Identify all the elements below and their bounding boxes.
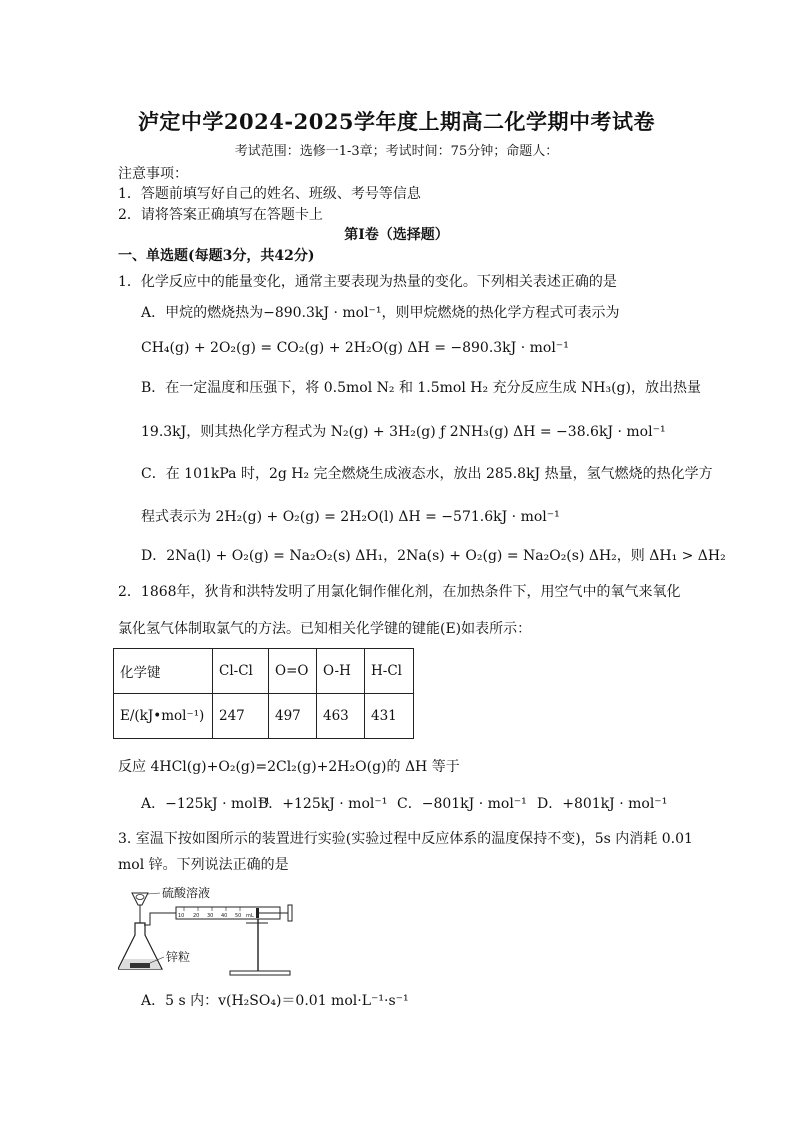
table-cell: 247 [213,694,269,739]
table-cell: 463 [317,694,365,739]
section-title: 第Ⅰ卷（选择题） [344,227,449,243]
label-zinc: 锌粒 [166,950,191,964]
q3-stem: 3. 室温下按如图所示的装置进行实验(实验过程中反应体系的温度保持不变)，5s 内消耗 0.01 [118,831,693,847]
bond-energy-table [113,648,414,739]
notice-item: 1．答题前填写好自己的姓名、班级、考号等信息 [118,186,421,202]
tick-label: 20 [193,913,200,919]
q1-option-a-equation: CH₄(g) + 2O₂(g) = CO₂(g) + 2H₂O(g) ΔH = −890.3kJ · mol⁻¹ [141,340,569,356]
q2-option-c: C．−801kJ · mol⁻¹ [397,796,527,812]
table-cell: 497 [269,694,317,739]
tick-label: 10 [178,913,185,919]
q2-stem: 2．1868年，狄肯和洪特发明了用氯化铜作催化剂，在加热条件下，用空气中的氧气来氧化 [118,584,681,600]
table-cell: 化学键 [114,649,213,694]
q1-option-a: A．甲烷的燃烧热为−890.3kJ · mol⁻¹，则甲烷燃烧的热化学方程式可表示为 [141,305,620,321]
table-cell: Cl-Cl [213,649,269,694]
q1-stem: 1．化学反应中的能量变化，通常主要表现为热量的变化。下列相关表述正确的是 [118,274,617,290]
part-title: 一、单选题(每题3分，共42分) [118,248,315,264]
table-cell: O=O [269,649,317,694]
zinc-granules-icon [130,963,150,968]
q1-option-c: C．在 101kPa 时，2g H₂ 完全燃烧生成液态水，放出 285.8kJ 热量，氢气燃烧的热化学方 [141,466,713,482]
q2-stem-cont: 氯化氢气体制取氯气的方法。已知相关化学键的键能(E)如表所示： [118,621,532,637]
q2-option-a: A．−125kJ · mol⁻¹ [141,796,271,812]
table-row [114,649,414,694]
q1-option-d: D．2Na(l) + O₂(g) = Na₂O₂(s) ΔH₁，2Na(s) + O₂(g) = Na₂O₂(s) ΔH₂，则 ΔH₁ > ΔH₂ [141,548,726,564]
table-cell: H-Cl [365,649,414,694]
table-cell: 431 [365,694,414,739]
q1-option-b: B．在一定温度和压强下，将 0.5mol N₂ 和 1.5mol H₂ 充分反应生成 NH₃(g)，放出热量 [141,380,701,396]
table-cell: E/(kJ•mol⁻¹) [114,694,213,739]
tick-label: 30 [207,913,214,919]
page-title: 泸定中学2024-2025学年度上期高二化学期中考试卷 [137,109,656,134]
tick-label: 40 [221,913,228,919]
q1-option-c-equation: 程式表示为 2H₂(g) + O₂(g) = 2H₂O(l) ΔH = −571.6kJ · mol⁻¹ [141,509,560,525]
q2-option-d: D．+801kJ · mol⁻¹ [537,796,668,812]
q3-stem-cont: mol 锌。下列说法正确的是 [118,857,289,873]
notice-item: 2．请将答案正确填写在答题卡上 [118,207,323,223]
tick-label: 50 [235,913,242,919]
tick-label: mL [246,913,254,919]
q3-option-a: A．5 s 内：v(H₂SO₄)＝0.01 mol·L⁻¹·s⁻¹ [141,993,409,1009]
table-row [114,694,414,739]
q2-reaction: 反应 4HCl(g)+O₂(g)=2Cl₂(g)+2H₂O(g)的 ΔH 等于 [118,759,460,775]
notice-heading: 注意事项： [118,166,188,182]
q2-option-b: B．+125kJ · mol⁻¹ [258,796,388,812]
label-sulfuric-acid: 硫酸溶液 [162,886,211,900]
table-cell: O-H [317,649,365,694]
apparatus-diagram [118,883,298,979]
exam-info: 考试范围：选修一1-3章；考试时间：75分钟；命题人： [234,144,559,159]
q1-option-b-equation: 19.3kJ，则其热化学方程式为 N₂(g) + 3H₂(g) ƒ 2NH₃(g) ΔH = −38.6kJ · mol⁻¹ [141,424,666,440]
